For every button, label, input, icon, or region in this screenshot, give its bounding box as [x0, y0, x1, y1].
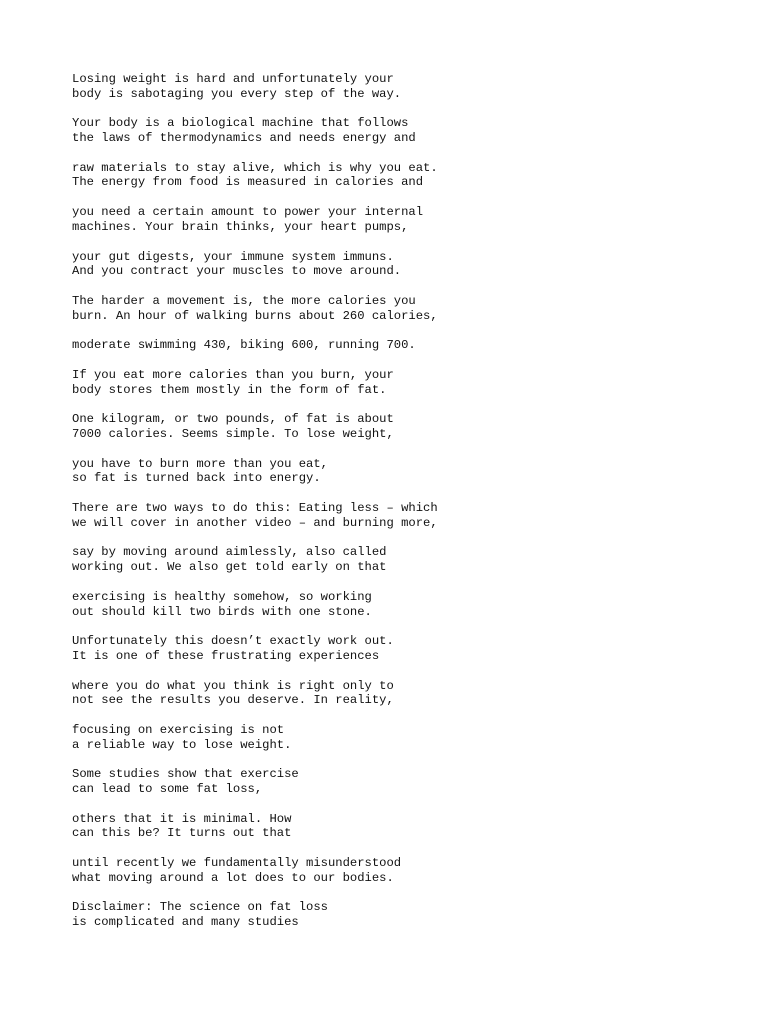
text-line: not see the results you deserve. In reality, — [72, 693, 394, 708]
text-line: so fat is turned back into energy. — [72, 471, 321, 486]
text-line: where you do what you think is right only to — [72, 678, 394, 693]
text-line: 7000 calories. Seems simple. To lose weight, — [72, 427, 394, 441]
paragraph — [72, 723, 692, 752]
text-line: Losing weight is hard and unfortunately your — [72, 72, 394, 86]
text-line: The harder a movement is, the more calories you — [72, 293, 416, 308]
paragraph — [72, 501, 692, 530]
paragraph — [72, 767, 692, 796]
paragraph — [72, 205, 692, 234]
text-line: Some studies show that exercise — [72, 767, 299, 782]
text-line: the laws of thermodynamics and needs energy and — [72, 131, 416, 146]
paragraph — [72, 679, 692, 708]
text-line: exercising is healthy somehow, so working — [72, 589, 372, 604]
text-line: what moving around a lot does to our bodies. — [72, 870, 394, 885]
paragraph — [72, 338, 692, 353]
text-line: Unfortunately this doesn’t exactly work out. — [72, 634, 394, 649]
text-line: body is sabotaging you every step of the way. — [72, 86, 402, 101]
paragraph — [72, 634, 692, 663]
paragraph — [72, 457, 692, 486]
text-line: others that it is minimal. How — [72, 811, 292, 826]
document-body — [72, 72, 692, 945]
text-line: working out. We also get told early on that — [72, 560, 387, 575]
text-line: Your body is a biological machine that follows — [72, 116, 409, 131]
paragraph — [72, 161, 692, 190]
text-line: There are two ways to do this: Eating less – which — [72, 501, 438, 516]
text-line: out should kill two birds with one stone. — [72, 604, 372, 619]
text-line: is complicated and many studies — [72, 915, 299, 930]
text-line: burn. An hour of walking burns about 260 calories, — [72, 308, 438, 323]
text-line: we will cover in another video – and burning more, — [72, 515, 438, 530]
text-line: can lead to some fat loss, — [72, 782, 263, 796]
text-line: your gut digests, your immune system immuns. — [72, 249, 394, 264]
text-line: focusing on exercising is not — [72, 722, 285, 737]
paragraph — [72, 250, 692, 279]
text-line: a reliable way to lose weight. — [72, 737, 292, 752]
text-line: moderate swimming 430, biking 600, running 700. — [72, 338, 416, 353]
paragraph — [72, 900, 692, 929]
text-line: body stores them mostly in the form of fat. — [72, 382, 387, 397]
paragraph — [72, 116, 692, 145]
paragraph — [72, 294, 692, 323]
text-line: machines. Your brain thinks, your heart pumps, — [72, 219, 409, 234]
paragraph — [72, 545, 692, 574]
text-line: It is one of these frustrating experiences — [72, 648, 380, 663]
text-line: raw materials to stay alive, which is why you eat. — [72, 160, 438, 175]
text-line: The energy from food is measured in calories and — [72, 175, 424, 190]
text-line: Disclaimer: The science on fat loss — [72, 900, 328, 915]
text-line: you need a certain amount to power your internal — [72, 205, 424, 220]
text-line: until recently we fundamentally misunderstood — [72, 856, 402, 871]
text-line: can this be? It turns out that — [72, 826, 292, 841]
text-line: say by moving around aimlessly, also called — [72, 545, 387, 560]
paragraph — [72, 812, 692, 841]
text-line: you have to burn more than you eat, — [72, 456, 328, 471]
text-line: And you contract your muscles to move around. — [72, 264, 402, 279]
text-line: If you eat more calories than you burn, your — [72, 367, 394, 382]
text-line: One kilogram, or two pounds, of fat is about — [72, 412, 394, 427]
paragraph — [72, 412, 692, 441]
paragraph — [72, 590, 692, 619]
paragraph — [72, 856, 692, 885]
paragraph — [72, 368, 692, 397]
paragraph — [72, 72, 692, 101]
